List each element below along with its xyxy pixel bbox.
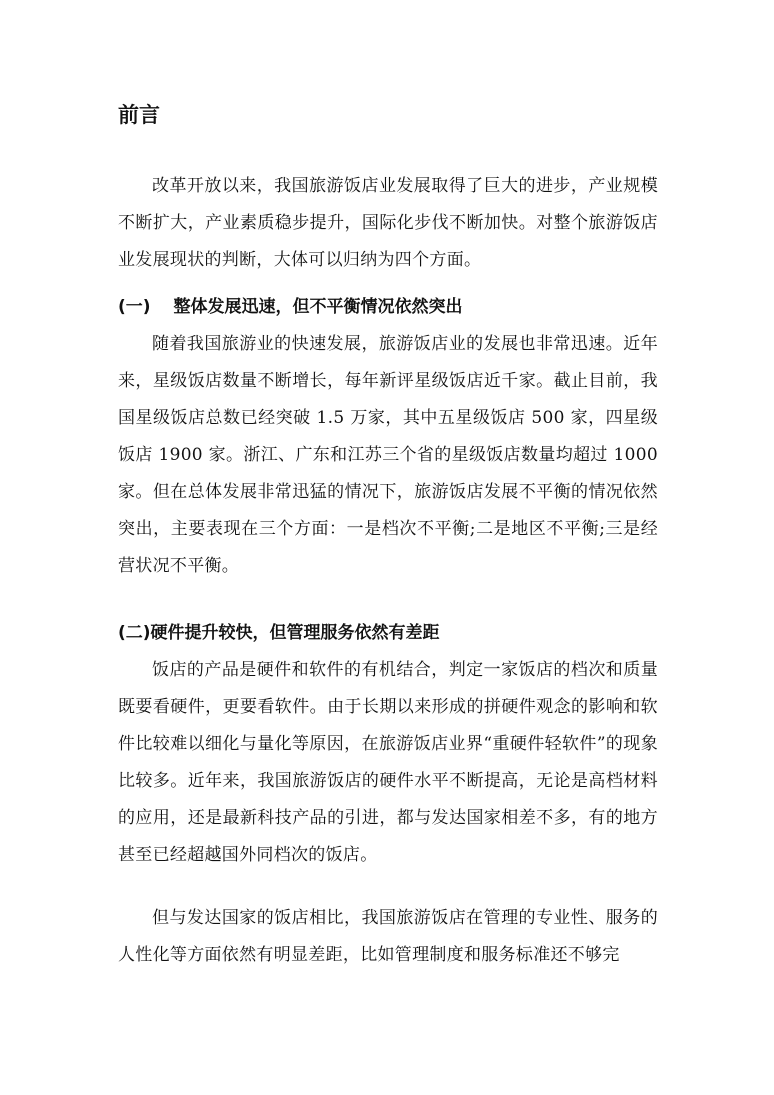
- section-2-paragraph-2: 但与发达国家的饭店相比，我国旅游饭店在管理的专业性、服务的人性化等方面依然有明显差距，比如管理制度和服务标准还不够完: [118, 908, 658, 965]
- page-title: 前言: [118, 103, 160, 127]
- section-1-paragraph: 随着我国旅游业的快速发展，旅游饭店业的发展也非常迅速。近年来，星级饭店数量不断增长，每年新评星级饭店近千家。截止目前，我国星级饭店总数已经突破 1.5 万家，其中五星级饭店 500 家，四星级饭店 1900 家。浙江、广东和江苏三个省的星级饭店数量均超过 1000 家。但在总体发展非常迅猛的情况下，旅游饭店发展不平衡的情况依然突出，主要表现在三个方面：一是档次不平衡;二是地区不平衡;三是经营状况不平衡。: [118, 334, 658, 576]
- section-2-heading: (二)硬件提升较快，但管理服务依然有差距: [118, 623, 440, 643]
- section-2-paragraph-1: 饭店的产品是硬件和软件的有机结合，判定一家饭店的档次和质量既要看硬件，更要看软件。由于长期以来形成的拼硬件观念的影响和软件比较难以细化与量化等原因，在旅游饭店业界“重硬件轻软件”的现象比较多。近年来，我国旅游饭店的硬件水平不断提高，无论是高档材料的应用，还是最新科技产品的引进，都与发达国家相差不多，有的地方甚至已经超越国外同档次的饭店。: [118, 660, 658, 865]
- section-1-heading: (一) 整体发展迅速，但不平衡情况依然突出: [118, 297, 463, 317]
- intro-paragraph: 改革开放以来，我国旅游饭店业发展取得了巨大的进步，产业规模不断扩大，产业素质稳步提升，国际化步伐不断加快。对整个旅游饭店业发展现状的判断，大体可以归纳为四个方面。: [118, 176, 658, 270]
